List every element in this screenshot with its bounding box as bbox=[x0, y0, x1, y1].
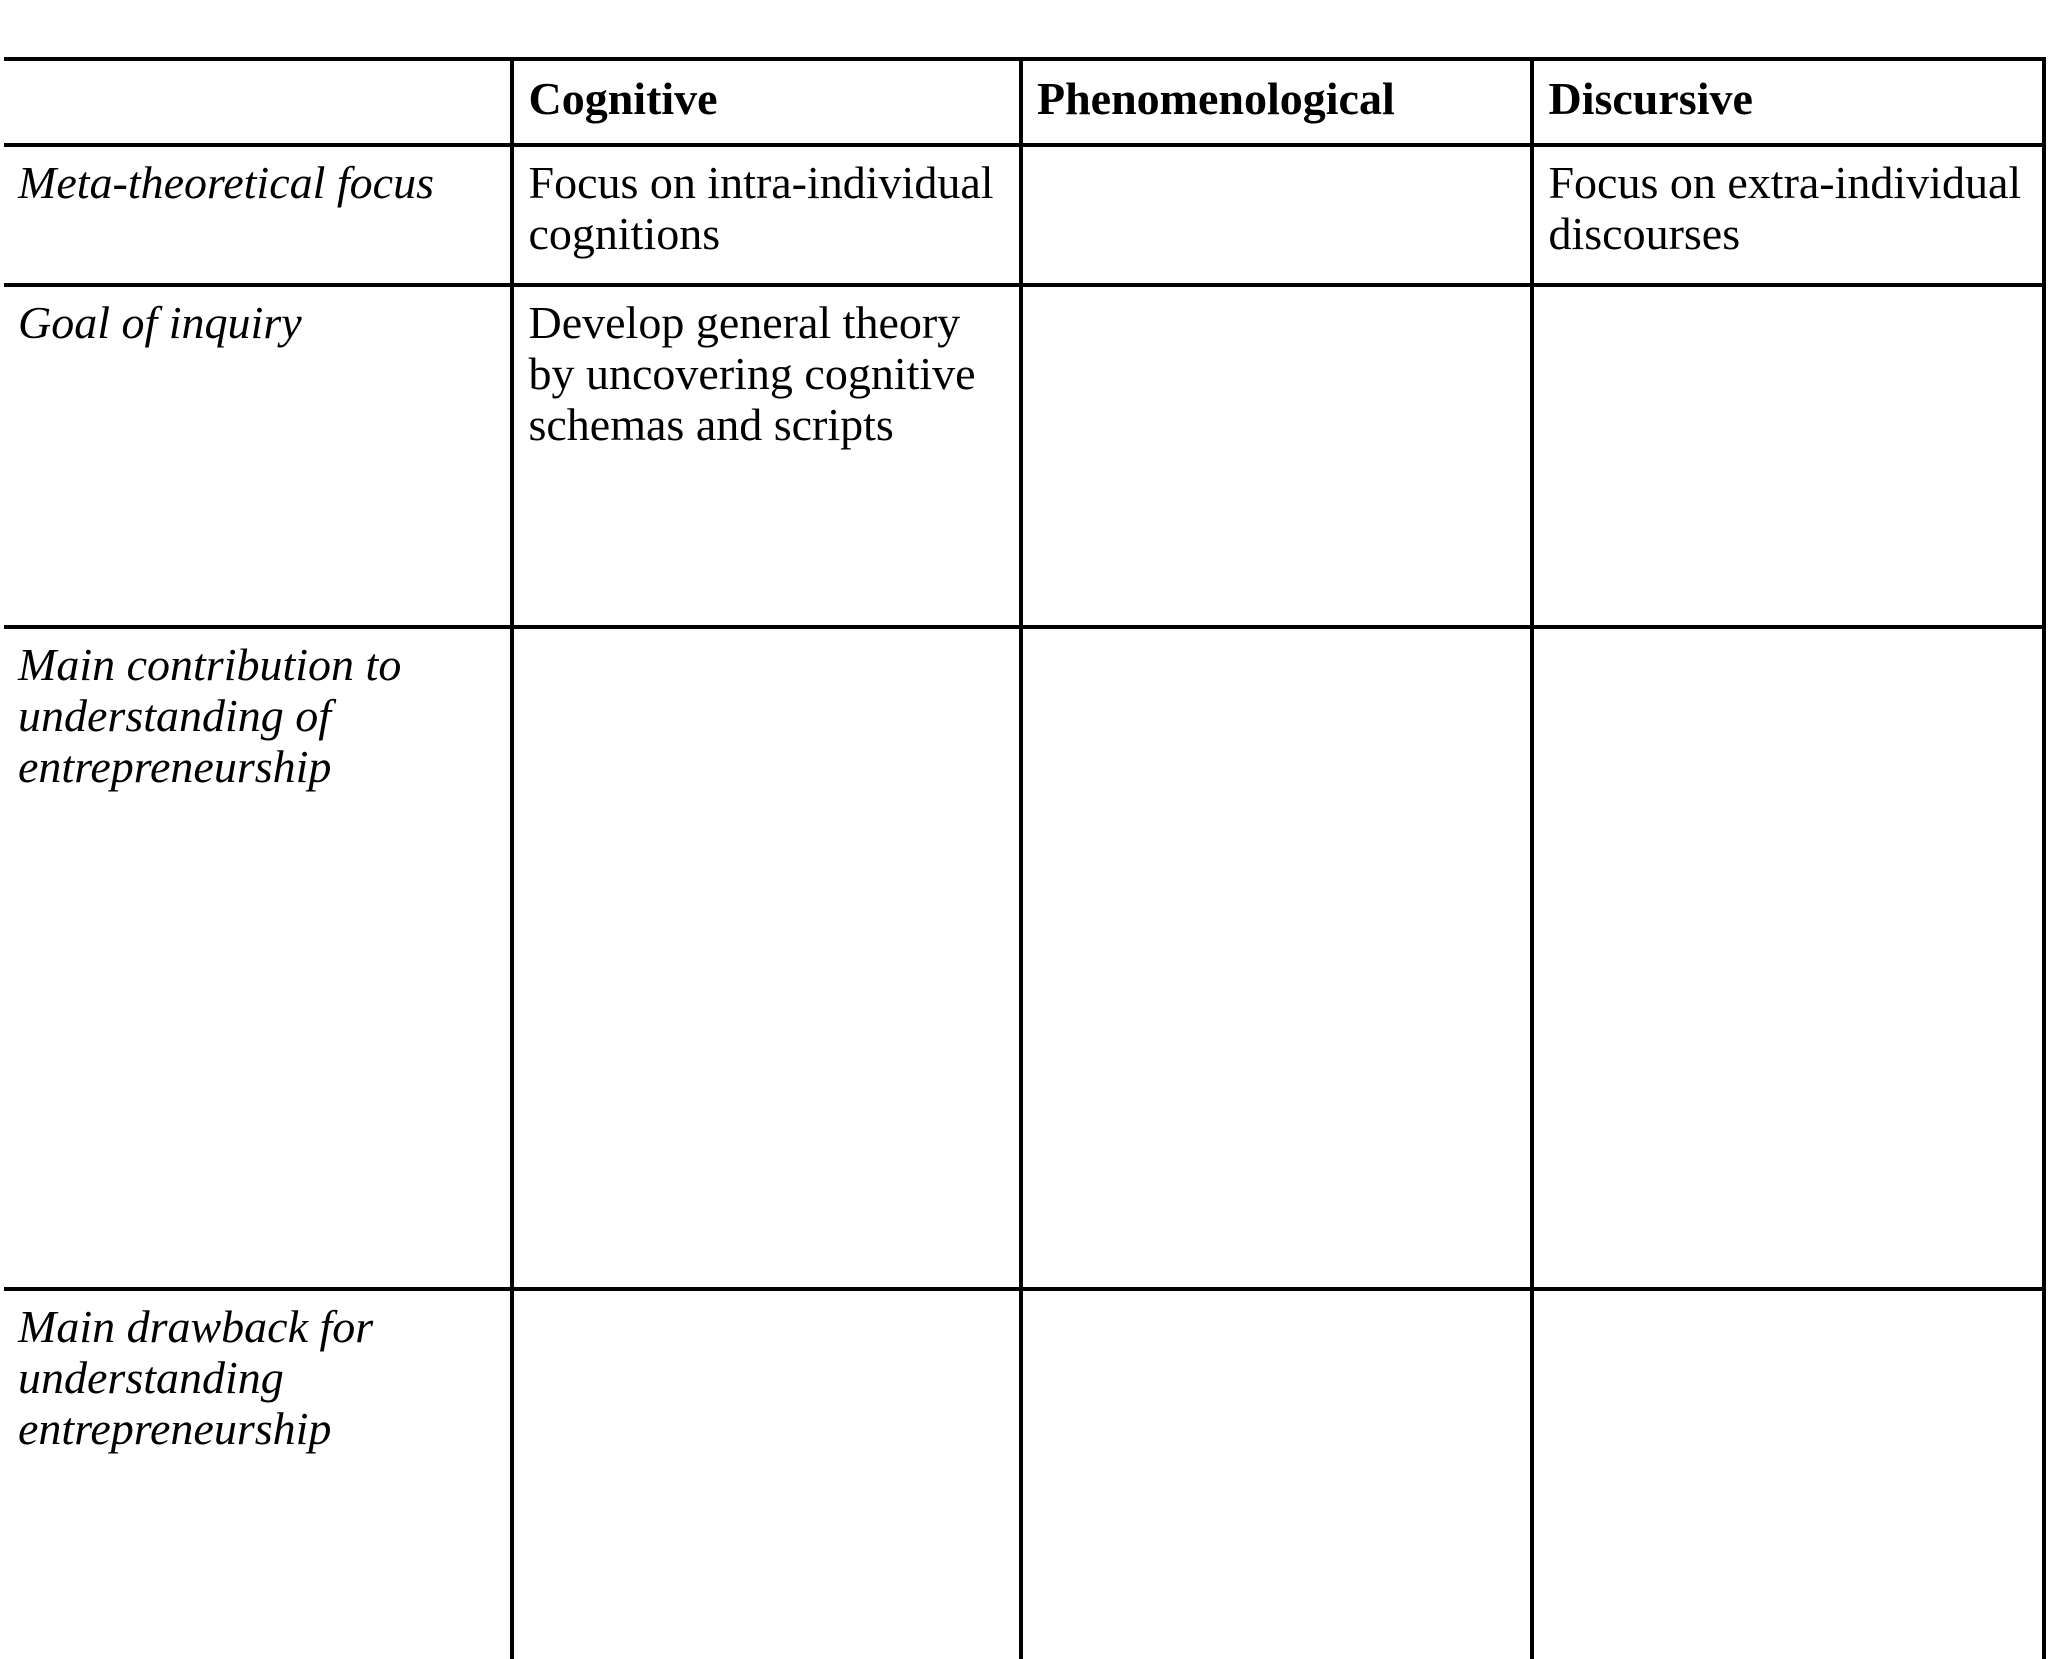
table-cell: Develop general theory by uncovering cognitive schemas and scripts bbox=[512, 285, 1020, 627]
table-cell: Focus on intra-individual cognitions bbox=[512, 145, 1020, 285]
table-cell bbox=[1021, 1289, 1533, 1659]
column-header-phenomenological: Phenomenological bbox=[1021, 59, 1533, 145]
table-cell bbox=[1532, 285, 2044, 627]
table-row bbox=[4, 1289, 2044, 1659]
table-cell bbox=[1532, 1289, 2044, 1659]
table-cell bbox=[512, 627, 1020, 1289]
column-header-discursive: Discursive bbox=[1532, 59, 2044, 145]
table-cell bbox=[512, 1289, 1020, 1659]
row-header-main-contribution: Main contribution to understanding of entrepreneurship bbox=[4, 627, 512, 1289]
table-cell bbox=[1021, 285, 1533, 627]
table-row bbox=[4, 145, 2044, 285]
corner-cell bbox=[4, 59, 512, 145]
table-cell: Focus on extra-individual discourses bbox=[1532, 145, 2044, 285]
row-header-goal-of-inquiry: Goal of inquiry bbox=[4, 285, 512, 627]
table-row bbox=[4, 627, 2044, 1289]
column-header-cognitive: Cognitive bbox=[512, 59, 1020, 145]
table-cell bbox=[1021, 627, 1533, 1289]
row-header-main-drawback: Main drawback for understanding entrepreneurship bbox=[4, 1289, 512, 1659]
table-row bbox=[4, 285, 2044, 627]
table-cell bbox=[1021, 145, 1533, 285]
header-row bbox=[4, 59, 2044, 145]
row-header-meta-theoretical-focus: Meta-theoretical focus bbox=[4, 145, 512, 285]
comparison-table bbox=[4, 57, 2046, 1659]
table-cell bbox=[1532, 627, 2044, 1289]
